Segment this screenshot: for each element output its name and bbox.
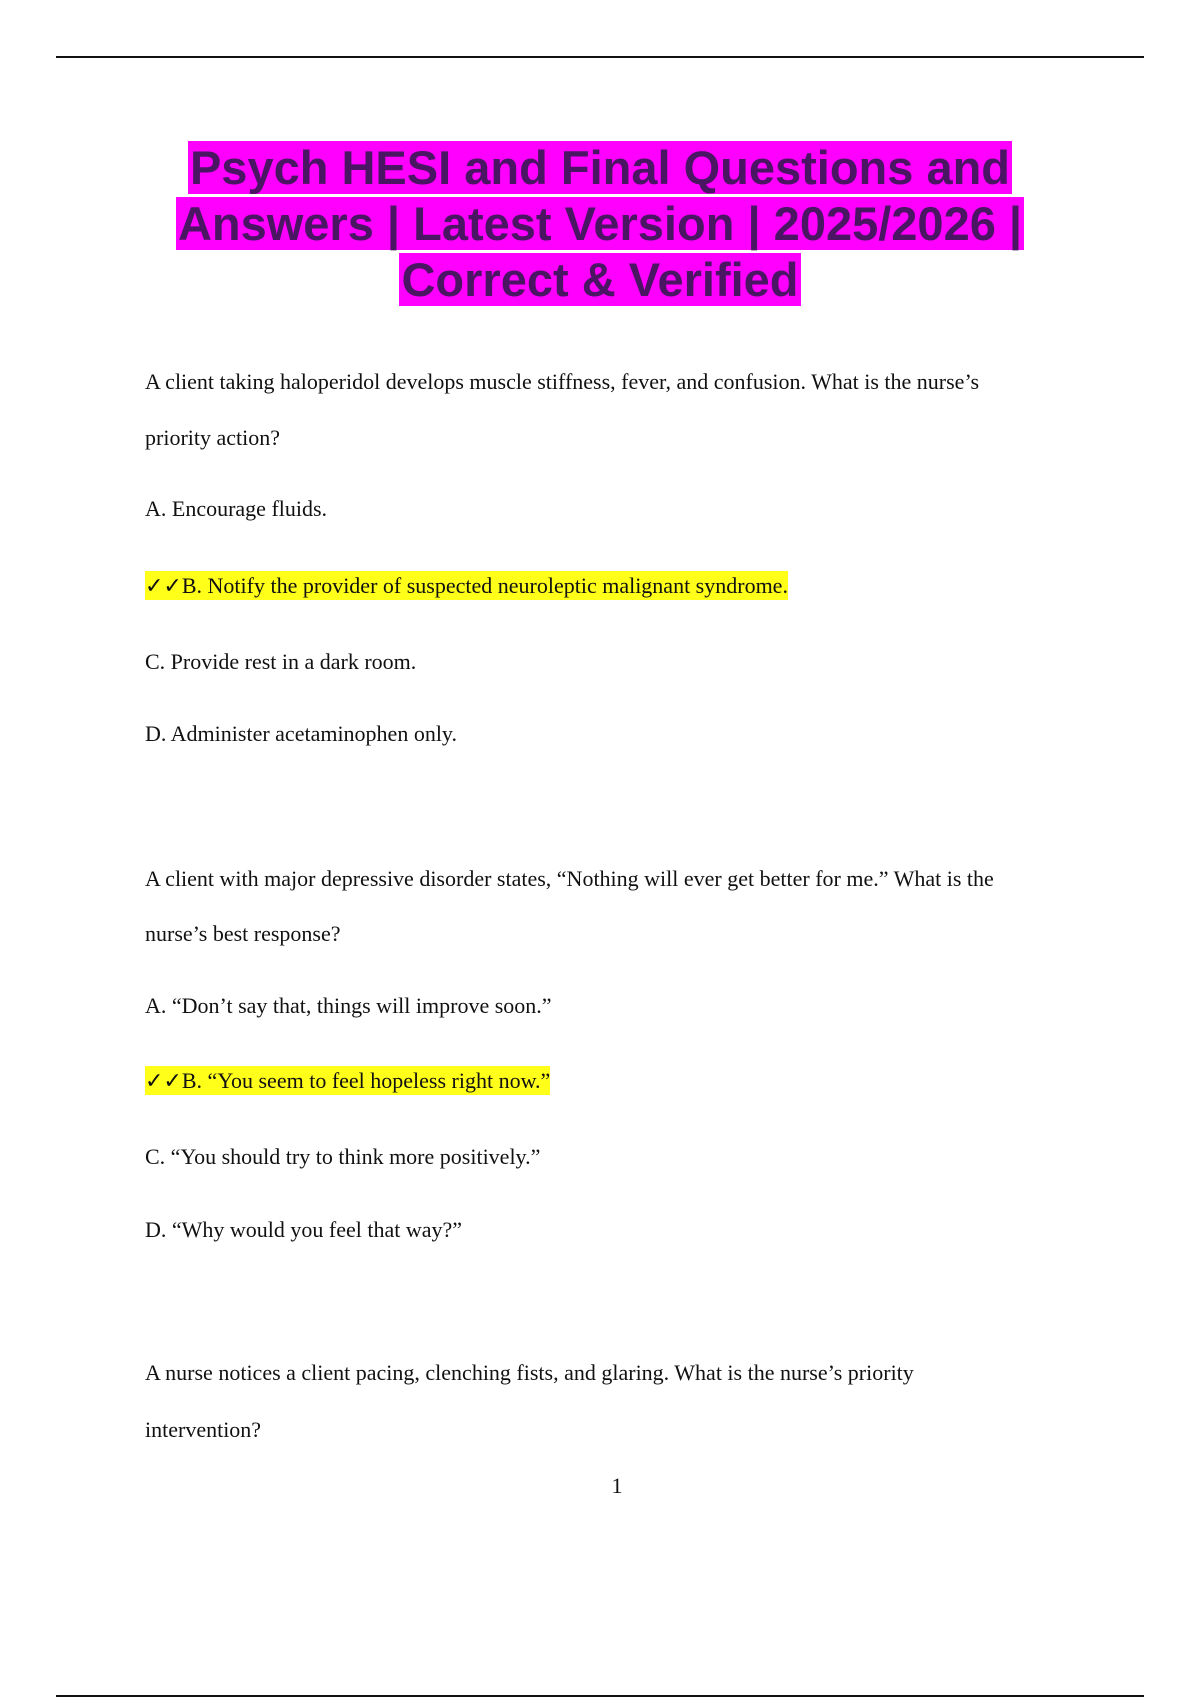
question-1-stem-line-2: priority action?	[145, 425, 281, 450]
question-2-option-c: C. “You should try to think more positively.”	[145, 1144, 541, 1169]
question-2-option-b-correct	[145, 1067, 550, 1096]
question-1-option-b-correct	[145, 572, 788, 601]
question-2-stem-line-1: A client with major depressive disorder states, “Nothing will ever get better for me.” What is the	[145, 866, 994, 891]
question-1-option-c: C. Provide rest in a dark room.	[145, 649, 417, 674]
footer-rule	[56, 1695, 1144, 1697]
question-1-option-d: D. Administer acetaminophen only.	[145, 721, 458, 746]
question-1-stem-line-1: A client taking haloperidol develops muscle stiffness, fever, and confusion. What is the nurse’s	[145, 369, 980, 394]
document-title	[100, 140, 1100, 308]
page-number: 1	[611, 1473, 623, 1498]
question-3-stem-line-1: A nurse notices a client pacing, clenching fists, and glaring. What is the nurse’s priority	[145, 1360, 914, 1385]
option-text: B. “You seem to feel hopeless right now.”	[181, 1068, 551, 1093]
double-check-icon: ✓✓	[145, 1069, 182, 1094]
question-1-option-a: A. Encourage fluids.	[145, 496, 328, 521]
question-2-option-a: A. “Don’t say that, things will improve soon.”	[145, 993, 552, 1018]
header-rule	[56, 56, 1144, 58]
option-text: B. Notify the provider of suspected neuroleptic malignant syndrome.	[181, 573, 788, 598]
question-3-stem-line-2: intervention?	[145, 1417, 262, 1442]
correct-answer-highlight	[145, 571, 788, 600]
question-2-option-d: D. “Why would you feel that way?”	[145, 1217, 463, 1242]
title-text: Psych HESI and Final Questions and Answers | Latest Version | 2025/2026 | Correct & Verified	[177, 141, 1023, 306]
double-check-icon: ✓✓	[145, 574, 182, 599]
correct-answer-highlight	[145, 1066, 550, 1095]
question-2-stem-line-2: nurse’s best response?	[145, 921, 341, 946]
